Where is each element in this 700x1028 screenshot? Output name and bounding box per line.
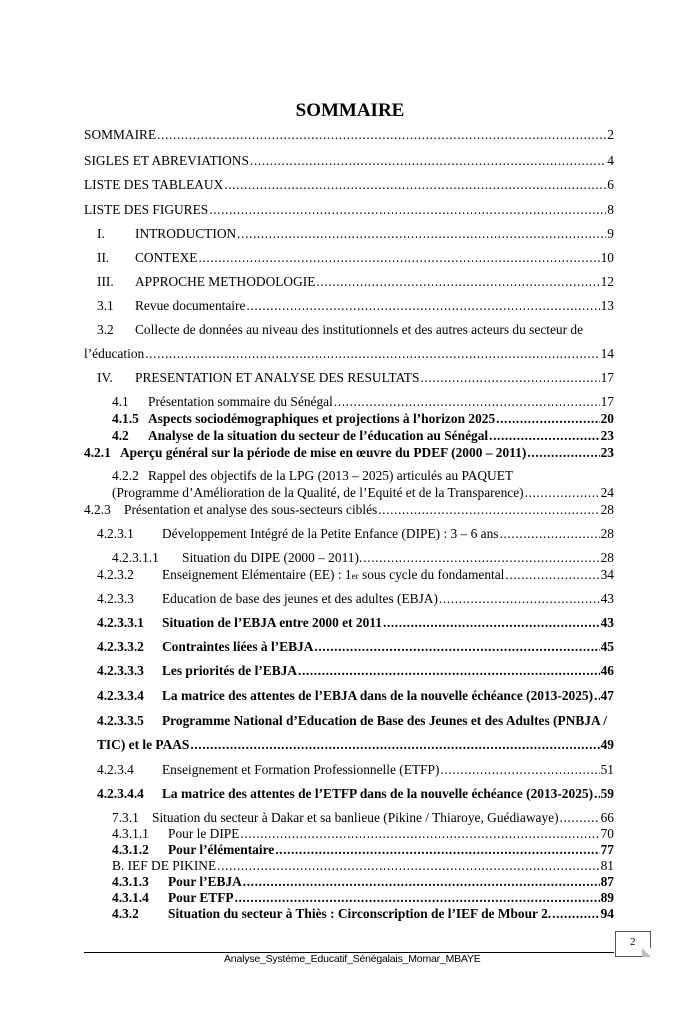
toc-entry-superscript: er bbox=[351, 571, 359, 581]
toc-entry-page: 77 bbox=[600, 842, 614, 857]
toc-entry-number: 4.2.3.3 bbox=[97, 591, 134, 606]
toc-entry-text: Situation du secteur à Thiès : Circonscription de l’IEF de Mbour 2. bbox=[168, 906, 552, 921]
toc-entry[interactable] bbox=[0, 177, 700, 193]
toc-entry[interactable] bbox=[0, 906, 700, 922]
toc-entry-page: 9 bbox=[607, 226, 614, 241]
toc-leader-dots bbox=[334, 394, 600, 410]
toc-entry-text: LISTE DES FIGURES bbox=[84, 202, 209, 217]
toc-leader-dots bbox=[275, 842, 599, 858]
toc-entry-text: SOMMAIRE bbox=[84, 127, 157, 142]
toc-entry-page: 12 bbox=[600, 274, 614, 289]
toc-entry-page: 8 bbox=[607, 202, 614, 217]
toc-entry-number: II. bbox=[97, 250, 110, 265]
toc-entry-page: 20 bbox=[600, 411, 614, 426]
toc-entry-page: 70 bbox=[600, 826, 614, 841]
toc-leader-dots bbox=[198, 250, 599, 266]
toc-entry-number: 4.2.2 bbox=[112, 468, 139, 483]
toc-entry[interactable] bbox=[0, 322, 700, 361]
toc-entry-page: 17 bbox=[600, 370, 614, 385]
toc-entry[interactable] bbox=[0, 842, 700, 858]
toc-leader-dots bbox=[594, 786, 600, 802]
toc-entry-text: Pour ETFP bbox=[168, 890, 234, 905]
toc-leader-dots bbox=[383, 615, 600, 631]
toc-entry-page: 6 bbox=[607, 177, 614, 192]
toc-entry-page: 4 bbox=[607, 153, 614, 168]
toc-entry[interactable] bbox=[0, 615, 700, 631]
toc-leader-dots bbox=[235, 890, 600, 906]
toc-entry-text: CONTEXE bbox=[135, 250, 198, 265]
toc-leader-dots bbox=[525, 485, 600, 501]
page-number: 2 bbox=[630, 936, 636, 948]
toc-entry-page: 46 bbox=[600, 663, 614, 678]
toc-entry-text: INTRODUCTION bbox=[135, 226, 237, 241]
toc-leader-dots bbox=[363, 550, 599, 566]
toc-leader-dots bbox=[496, 411, 599, 427]
toc-entry-text: SIGLES ET ABREVIATIONS bbox=[84, 153, 249, 168]
toc-leader-dots bbox=[217, 858, 599, 874]
toc-entry-text: Pour l’EBJA bbox=[168, 874, 242, 889]
toc-entry[interactable] bbox=[0, 567, 700, 583]
toc-leader-dots bbox=[145, 346, 599, 362]
toc-entry-page: 59 bbox=[600, 786, 614, 801]
toc-entry-number: III. bbox=[97, 274, 114, 289]
toc-entry-page: 17 bbox=[600, 394, 614, 409]
toc-entry-number: 7.3.1 bbox=[112, 810, 139, 825]
toc-leader-dots bbox=[314, 639, 599, 655]
toc-entry[interactable] bbox=[0, 786, 700, 802]
toc-entry-number: 4.2.3.3.5 bbox=[97, 713, 144, 728]
toc-leader-dots bbox=[527, 445, 599, 461]
toc-entry-text-after: sous cycle du fondamental bbox=[358, 567, 505, 582]
toc-entry-page: 2 bbox=[607, 127, 614, 142]
toc-entry[interactable] bbox=[0, 591, 700, 607]
toc-entry-number: 4.3.1.4 bbox=[112, 890, 149, 905]
toc-entry-continuation: l’éducation bbox=[84, 346, 145, 361]
page-number-box bbox=[615, 931, 651, 957]
toc-entry-number: 3.2 bbox=[97, 322, 114, 337]
toc-entry[interactable] bbox=[0, 250, 700, 266]
toc-entry-number: IV. bbox=[97, 370, 113, 385]
toc-entry-text: LISTE DES TABLEAUX bbox=[84, 177, 224, 192]
toc-entry-page: 45 bbox=[600, 639, 614, 654]
toc-leader-dots bbox=[209, 202, 606, 218]
toc-entry-text: Programme National d’Education de Base des Jeunes et des Adultes (PNBJA / bbox=[162, 713, 607, 728]
toc-entry-text: La matrice des attentes de l’EBJA dans de la nouvelle échéance (2013-2025) bbox=[162, 688, 594, 703]
toc-entry-number: 4.2.3.3.2 bbox=[97, 639, 144, 654]
toc-entry-page: 23 bbox=[600, 445, 614, 460]
toc-entry-text: Situation de l’EBJA entre 2000 et 2011 bbox=[162, 615, 382, 630]
toc-entry-number: 4.2.3.3.4 bbox=[97, 688, 144, 703]
toc-entry[interactable] bbox=[0, 688, 700, 704]
toc-entry-number: 4.3.1.2 bbox=[112, 842, 149, 857]
toc-entry-page: 24 bbox=[600, 485, 614, 500]
toc-entry-page: 43 bbox=[600, 591, 614, 606]
toc-entry-page: 87 bbox=[600, 874, 614, 889]
toc-entry-text: Pour le DIPE bbox=[168, 826, 240, 841]
toc-entry-text: Développement Intégré de la Petite Enfance (DIPE) : 3 – 6 ans bbox=[162, 526, 499, 541]
toc-entry-page: 51 bbox=[600, 762, 614, 777]
toc-entry[interactable] bbox=[0, 298, 700, 314]
toc-entry[interactable] bbox=[0, 127, 700, 143]
toc-entry-text: Collecte de données au niveau des institutionnels et des autres acteurs du secteur de bbox=[135, 322, 584, 337]
toc-leader-dots bbox=[594, 688, 600, 704]
toc-entry-number: 4.2.3.4.4 bbox=[97, 786, 144, 801]
toc-entry-page: 66 bbox=[600, 810, 614, 825]
toc-leader-dots bbox=[505, 567, 599, 583]
toc-entry[interactable] bbox=[0, 663, 700, 679]
toc-entry-text: Aspects sociodémographiques et projections à l’horizon 2025 bbox=[148, 411, 496, 426]
toc-entry-page: 28 bbox=[600, 526, 614, 541]
toc-entry[interactable] bbox=[0, 526, 700, 542]
toc-entry-number: 4.2.3.4 bbox=[97, 762, 134, 777]
toc-leader-dots bbox=[378, 502, 599, 518]
toc-entry-number: I. bbox=[97, 226, 105, 241]
toc-entry-number: 4.2.3.1.1 bbox=[112, 550, 159, 565]
toc-entry[interactable] bbox=[0, 713, 700, 752]
toc-entry-text: Revue documentaire bbox=[135, 298, 246, 313]
toc-entry-page: 10 bbox=[600, 250, 614, 265]
toc-leader-dots bbox=[298, 663, 600, 679]
toc-entry[interactable] bbox=[0, 762, 700, 778]
toc-entry-number: 4.2.3.3.1 bbox=[97, 615, 144, 630]
toc-entry[interactable] bbox=[0, 502, 700, 518]
toc-entry-continuation: TIC) et le PAAS bbox=[97, 737, 190, 752]
toc-leader-dots bbox=[440, 762, 599, 778]
toc-leader-dots bbox=[240, 826, 599, 842]
toc-entry[interactable] bbox=[0, 858, 700, 874]
toc-entry[interactable] bbox=[0, 810, 700, 826]
toc-entry-text: B. IEF DE PIKINE bbox=[112, 858, 217, 873]
toc-entry-text: Situation du DIPE (2000 – 2011). bbox=[182, 550, 363, 565]
toc-entry-text: Education de base des jeunes et des adultes (EBJA) bbox=[162, 591, 438, 606]
toc-entry[interactable] bbox=[0, 639, 700, 655]
toc-leader-dots bbox=[224, 177, 606, 193]
toc-entry-page: 94 bbox=[600, 906, 614, 921]
toc-leader-dots bbox=[420, 370, 599, 386]
toc-entry[interactable] bbox=[0, 226, 700, 242]
toc-leader-dots bbox=[560, 810, 600, 826]
toc-entry-number: 4.3.2 bbox=[112, 906, 139, 921]
toc-entry[interactable] bbox=[0, 874, 700, 890]
toc-entry[interactable] bbox=[0, 153, 700, 169]
toc-entry-number: 4.2.3.3.3 bbox=[97, 663, 144, 678]
toc-entry-page: 14 bbox=[600, 346, 614, 361]
toc-entry-text: Aperçu général sur la période de mise en œuvre du PDEF (2000 – 2011) bbox=[120, 445, 527, 460]
toc-entry-page: 13 bbox=[600, 298, 614, 313]
toc-entry[interactable] bbox=[0, 826, 700, 842]
toc-entry-page: 49 bbox=[600, 737, 614, 752]
toc-entry-text: Les priorités de l’EBJA bbox=[162, 663, 298, 678]
toc-leader-dots bbox=[243, 874, 600, 890]
toc-entry-number: 4.2.3 bbox=[84, 502, 111, 517]
toc-entry[interactable] bbox=[0, 550, 700, 566]
toc-entry-number: 4.1 bbox=[112, 394, 129, 409]
toc-entry-text: Pour l’élémentaire bbox=[168, 842, 275, 857]
toc-entry-page: 81 bbox=[600, 858, 614, 873]
toc-entry-page: 89 bbox=[600, 890, 614, 905]
toc-entry-number: 4.2.3.1 bbox=[97, 526, 134, 541]
toc-entry[interactable] bbox=[0, 428, 700, 444]
toc-entry[interactable] bbox=[0, 890, 700, 906]
toc-entry-page: 23 bbox=[600, 428, 614, 443]
toc-entry-text: Analyse de la situation du secteur de l’éducation au Sénégal bbox=[148, 428, 489, 443]
toc-entry-number: 4.3.1.1 bbox=[112, 826, 149, 841]
document-title: SOMMAIRE bbox=[295, 100, 405, 121]
toc-entry-text: Présentation et analyse des sous-secteurs ciblés bbox=[124, 502, 378, 517]
toc-leader-dots bbox=[190, 737, 599, 753]
footer-author-text: Analyse_Systéme_Educatif_Sénégalais_Momar_MBAYE bbox=[224, 953, 481, 965]
toc-leader-dots bbox=[250, 153, 606, 169]
toc-entry-number: 4.3.1.3 bbox=[112, 874, 149, 889]
toc-entry[interactable] bbox=[0, 394, 700, 410]
toc-entry-page: 47 bbox=[600, 688, 614, 703]
toc-leader-dots bbox=[500, 526, 600, 542]
toc-leader-dots bbox=[489, 428, 599, 444]
toc-entry-number: 4.1.5 bbox=[112, 411, 139, 426]
toc-entry-number: 4.2 bbox=[112, 428, 129, 443]
toc-entry-text: Contraintes liées à l’EBJA bbox=[162, 639, 314, 654]
toc-entry-text: Enseignement et Formation Professionnelle (ETFP) bbox=[162, 762, 440, 777]
toc-entry-page: 34 bbox=[600, 567, 614, 582]
toc-entry[interactable] bbox=[0, 370, 700, 386]
toc-entry-page: 43 bbox=[600, 615, 614, 630]
toc-entry[interactable] bbox=[0, 202, 700, 218]
toc-leader-dots bbox=[246, 298, 599, 314]
toc-entry[interactable] bbox=[0, 445, 700, 461]
toc-entry-text: Enseignement Elémentaire (EE) : 1 bbox=[162, 567, 352, 582]
toc-entry[interactable] bbox=[0, 468, 700, 500]
toc-entry-page: 28 bbox=[600, 550, 614, 565]
toc-entry-text: Présentation sommaire du Sénégal bbox=[148, 394, 333, 409]
toc-leader-dots bbox=[552, 906, 599, 922]
toc-entry-number: 4.2.1 bbox=[84, 445, 111, 460]
toc-entry-number: 3.1 bbox=[97, 298, 114, 313]
toc-entry-number: 4.2.3.2 bbox=[97, 567, 134, 582]
toc-entry-text: La matrice des attentes de l’ETFP dans de la nouvelle échéance (2013-2025) bbox=[162, 786, 594, 801]
toc-leader-dots bbox=[439, 591, 600, 607]
toc-leader-dots bbox=[157, 127, 606, 143]
toc-entry-text: PRESENTATION ET ANALYSE DES RESULTATS bbox=[135, 370, 420, 385]
toc-entry[interactable] bbox=[0, 274, 700, 290]
toc-leader-dots bbox=[237, 226, 606, 242]
toc-entry[interactable] bbox=[0, 411, 700, 427]
toc-entry-text: Situation du secteur à Dakar et sa banlieue (Pikine / Thiaroye, Guédiawaye) bbox=[152, 810, 559, 825]
toc-entry-text: APPROCHE METHODOLOGIE bbox=[135, 274, 316, 289]
toc-leader-dots bbox=[316, 274, 599, 290]
toc-entry-continuation: (Programme d’Amélioration de la Qualité, de l’Equité et de la Transparence) bbox=[112, 485, 524, 500]
toc-entry-text: Rappel des objectifs de la LPG (2013 – 2025) articulés au PAQUET bbox=[148, 468, 514, 483]
toc-entry-page: 28 bbox=[600, 502, 614, 517]
page-curl-icon bbox=[642, 948, 651, 957]
